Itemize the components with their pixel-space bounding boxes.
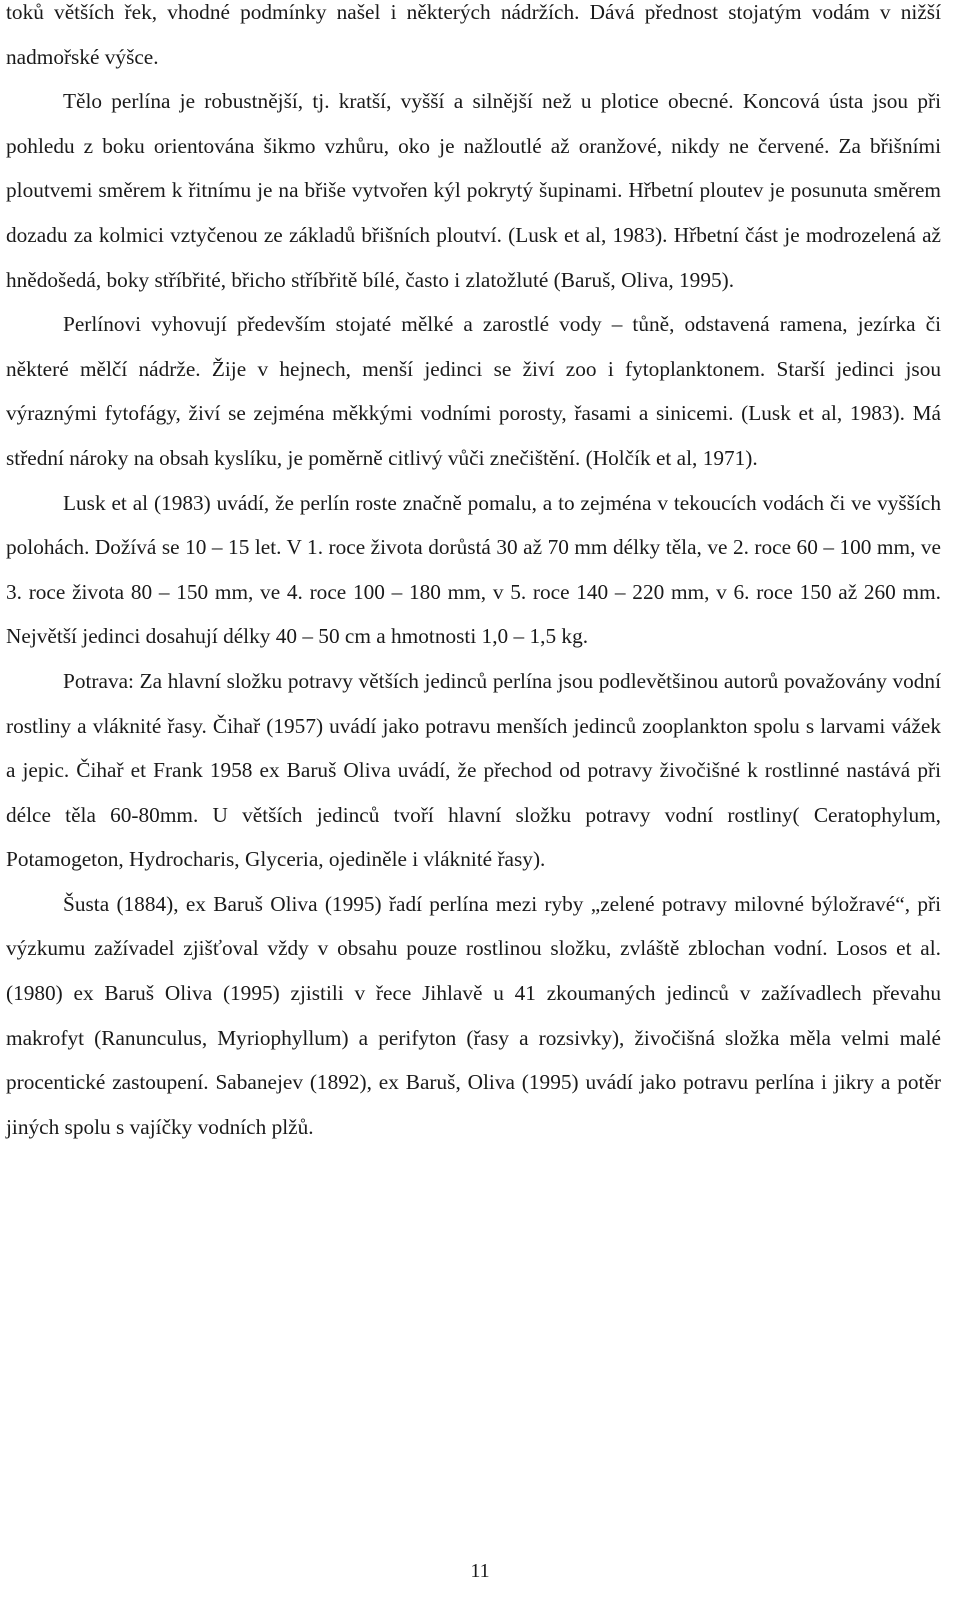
paragraph-habitat: Perlínovi vyhovují především stojaté mělké a zarostlé vody – tůně, odstavená ramena, jezírka či některé mělčí nádrže. Žije v hejnech, menší jedinci se živí zoo i fytoplanktonem. Starší jedinci jsou výraznými fytofágy, živí se zejména měkkými vodními porosty, řasami a sinicemi. (Lusk et al, 1983). Má střední nároky na obsah kyslíku, je poměrně citlivý vůči znečištění. (Holčík et al, 1971). xyxy=(6,312,941,470)
paragraph-diet-studies: Šusta (1884), ex Baruš Oliva (1995) řadí perlína mezi ryby „zelené potravy milovné býložravé“, při výzkumu zažívadel zjišťoval vždy v obsahu pouze rostlinou složku, zvláště zblochan vodní. Losos et al. (1980) ex Baruš Oliva (1995) zjistili v řece Jihlavě u 41 zkoumaných jedinců v zažívadlech převahu makrofyt (Ranunculus, Myriophyllum) a perifyton (řasy a rozsivky), živočišná složka měla velmi malé procentické zastoupení. Sabanejev (1892), ex Baruš, Oliva (1995) uvádí jako potravu perlína i jikry a potěr jiných spolu s vajíčky vodních plžů. xyxy=(6,891,941,1139)
paragraph-diet: Potrava: Za hlavní složku potravy větších jedinců perlína jsou podlevětšinou autorů považovány vodní rostliny a vláknité řasy. Čihař (1957) uvádí jako potravu menších jedinců zooplankton spolu s larvami vážek a jepic. Čihař et Frank 1958 ex Baruš Oliva uvádí, že přechod od potravy živočišné k rostlinné nastává při délce těla 60-80mm. U větších jedinců tvoří hlavní složku potravy vodní rostliny( Ceratophylum, Potamogeton, Hydrocharis, Glyceria, ojediněle i vláknité řasy). xyxy=(6,668,941,872)
paragraph-body-description: Tělo perlína je robustnější, tj. kratší, vyšší a silnější než u plotice obecné. Koncová ústa jsou při pohledu z boku orientována šikmo vzhůru, oko je nažloutlé až oranžové, nikdy ne červené. Za břišními ploutvemi směrem k řitnímu je na břiše vytvořen kýl pokrytý šupinami. Hřbetní ploutev je posunuta směrem dozadu za kolmici vztyčenou ze základů břišních ploutví. (Lusk et al, 1983). Hřbetní část je modrozelená až hnědošedá, boky stříbřité, břicho stříbřitě bílé, často i zlatožluté (Baruš, Oliva, 1995). xyxy=(6,89,941,292)
page-number: 11 xyxy=(470,1560,490,1582)
paragraph-continuation: toků větších řek, vhodné podmínky našel i některých nádržích. Dává přednost stojatým vodám v nižší nadmořské výšce. xyxy=(6,0,941,69)
document-page xyxy=(6,0,941,1149)
paragraph-growth: Lusk et al (1983) uvádí, že perlín roste značně pomalu, a to zejména v tekoucích vodách či ve vyšších polohách. Dožívá se 10 – 15 let. V 1. roce života dorůstá 30 až 70 mm délky těla, ve 2. roce 60 – 100 mm, ve 3. roce života 80 – 150 mm, ve 4. roce 100 – 180 mm, v 5. roce 140 – 220 mm, v 6. roce 150 až 260 mm. Největší jedinci dosahují délky 40 – 50 cm a hmotnosti 1,0 – 1,5 kg. xyxy=(6,490,941,649)
